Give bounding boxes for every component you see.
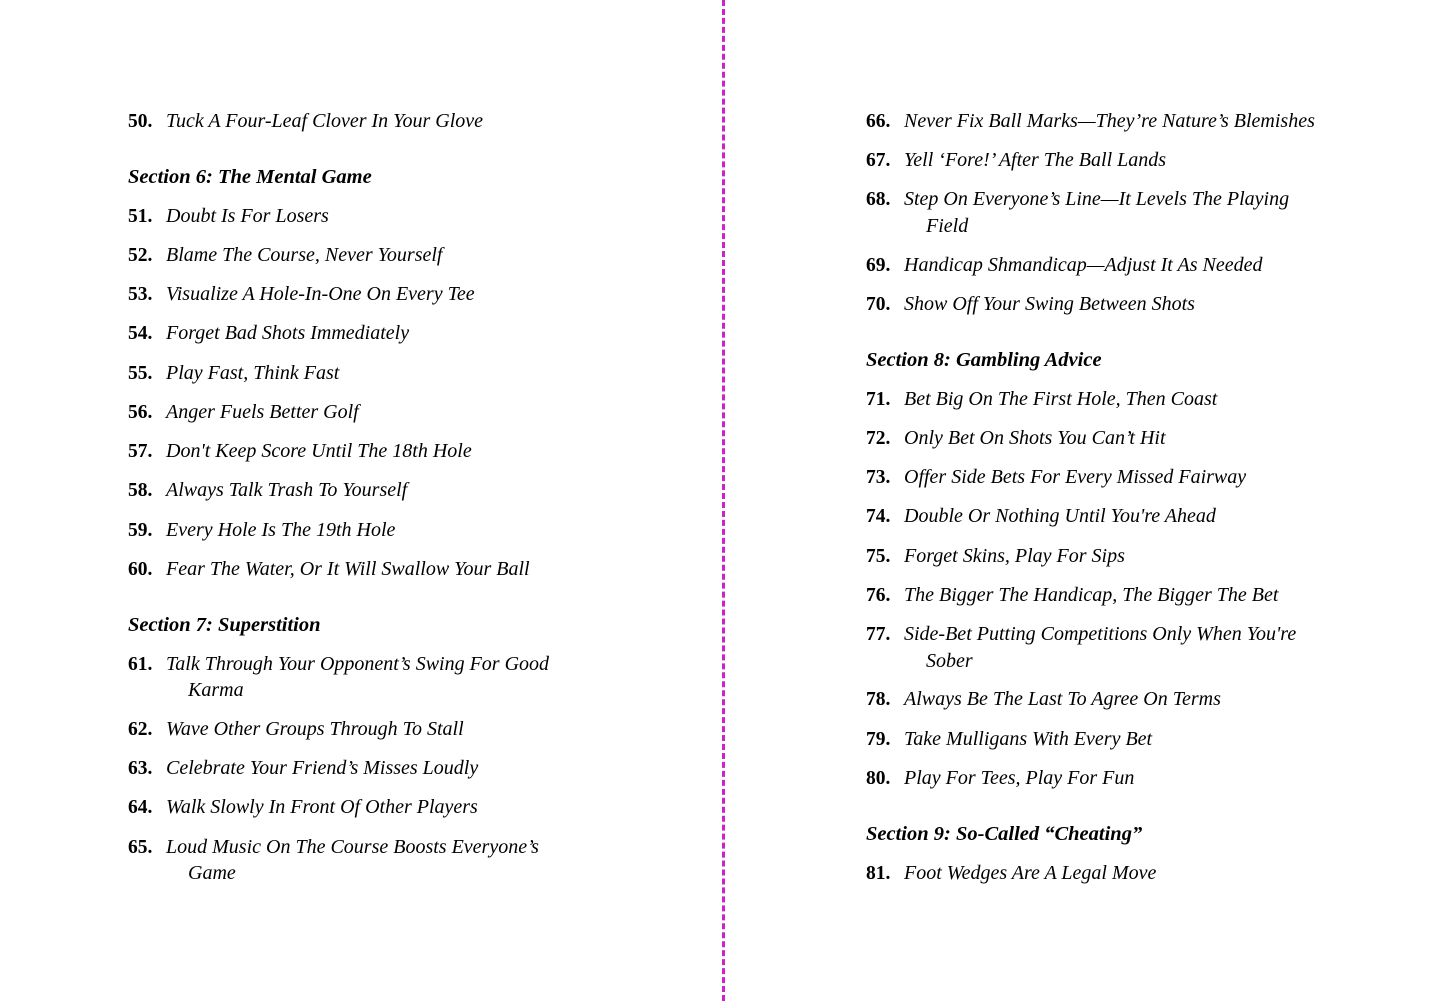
list-item-number: 72. xyxy=(866,427,891,449)
list-item-number: 71. xyxy=(866,388,891,410)
list-item xyxy=(866,543,1384,570)
list-item-number: 55. xyxy=(128,362,153,384)
list-item-text xyxy=(904,425,1166,451)
list-item-text xyxy=(904,686,1221,712)
list-item-line: Doubt Is For Losers xyxy=(166,204,329,227)
list-item xyxy=(128,517,662,544)
list-item-text xyxy=(166,794,478,820)
list-item xyxy=(866,252,1384,279)
list-item-line: Anger Fuels Better Golf xyxy=(166,400,359,423)
list-item-line: Forget Bad Shots Immediately xyxy=(166,322,410,345)
list-item-text xyxy=(166,517,395,543)
list-item xyxy=(128,716,662,743)
list-item-line: Never Fix Ball Marks—They’re Nature’s Blemishes xyxy=(904,110,1315,132)
list-item-number: 74. xyxy=(866,506,891,528)
list-item-number: 81. xyxy=(866,862,891,884)
list-item xyxy=(128,556,662,583)
section-heading: Section 8: Gambling Advice xyxy=(866,348,1102,371)
list-item-line: Always Talk Trash To Yourself xyxy=(166,479,408,502)
list-item-line: Tuck A Four-Leaf Clover In Your Glove xyxy=(166,110,484,132)
list-item-text xyxy=(904,386,1217,412)
list-item-number: 75. xyxy=(866,545,891,567)
list-item xyxy=(866,425,1384,452)
list-item-text xyxy=(904,186,1289,239)
list-item-line: Take Mulligans With Every Bet xyxy=(904,727,1153,750)
list-item-text xyxy=(904,860,1156,886)
list-item-text xyxy=(166,320,409,346)
list-item-line: Always Be The Last To Agree On Terms xyxy=(904,688,1221,711)
list-item-line: Wave Other Groups Through To Stall xyxy=(166,717,464,740)
list-item xyxy=(866,291,1384,318)
list-item-continuation-line: Sober xyxy=(926,649,973,672)
list-item-number: 60. xyxy=(128,558,153,580)
list-item xyxy=(866,503,1384,530)
list-item-number: 70. xyxy=(866,293,891,315)
list-item-text xyxy=(166,360,339,386)
list-item-line: Show Off Your Swing Between Shots xyxy=(904,292,1195,315)
list-item-number: 78. xyxy=(866,689,891,711)
list-item-number: 73. xyxy=(866,467,891,489)
list-item-text xyxy=(904,543,1125,569)
list-item-number: 66. xyxy=(866,111,891,132)
list-item-number: 57. xyxy=(128,441,153,463)
list-item-number: 67. xyxy=(866,150,891,172)
list-item-number: 68. xyxy=(866,189,891,211)
list-item-number: 58. xyxy=(128,480,153,502)
right-page-column xyxy=(722,0,1444,1001)
list-item xyxy=(866,860,1384,887)
list-item-line: Step On Everyone’s Line—It Levels The Playing xyxy=(904,188,1290,211)
list-item xyxy=(128,108,662,135)
list-item-text xyxy=(166,399,359,425)
list-item xyxy=(866,108,1384,135)
list-item-number: 69. xyxy=(866,254,891,276)
list-item-line: Walk Slowly In Front Of Other Players xyxy=(166,796,478,819)
list-item-line: Offer Side Bets For Every Missed Fairway xyxy=(904,466,1247,489)
list-item-number: 77. xyxy=(866,624,891,646)
list-item-text xyxy=(166,108,483,134)
list-item-line: Blame The Course, Never Yourself xyxy=(166,243,443,266)
list-item xyxy=(866,686,1384,713)
list-item-number: 65. xyxy=(128,836,153,858)
list-item-continuation-line: Karma xyxy=(188,678,244,701)
list-item-text xyxy=(904,291,1195,317)
list-item xyxy=(128,651,662,704)
list-item-text xyxy=(166,477,407,503)
list-item xyxy=(128,477,662,504)
list-item xyxy=(866,726,1384,753)
list-item-continuation-line: Game xyxy=(188,861,236,884)
list-item-number: 52. xyxy=(128,244,153,266)
list-item-text xyxy=(166,438,472,464)
list-item-text xyxy=(166,242,442,268)
list-item-text xyxy=(904,765,1134,791)
list-item-line: Foot Wedges Are A Legal Move xyxy=(904,861,1157,884)
left-page-column xyxy=(0,0,722,1001)
list-item xyxy=(128,794,662,821)
list-item xyxy=(128,281,662,308)
list-item-line: Celebrate Your Friend’s Misses Loudly xyxy=(166,757,479,780)
list-item-number: 51. xyxy=(128,205,153,227)
list-item-number: 59. xyxy=(128,519,153,541)
list-item-text xyxy=(166,834,539,887)
list-item xyxy=(866,582,1384,609)
list-item-line: Don't Keep Score Until The 18th Hole xyxy=(166,440,472,463)
list-item-line: Talk Through Your Opponent’s Swing For Good xyxy=(166,652,550,675)
list-item-text xyxy=(904,726,1152,752)
list-item xyxy=(866,621,1384,674)
list-item xyxy=(128,755,662,782)
section-heading: Section 9: So-Called “Cheating” xyxy=(866,822,1143,845)
section-heading: Section 6: The Mental Game xyxy=(128,165,372,188)
list-item-text xyxy=(166,203,329,229)
list-item-continuation-line: Field xyxy=(926,214,969,237)
list-item-number: 56. xyxy=(128,401,153,423)
list-item xyxy=(128,203,662,230)
list-item-number: 62. xyxy=(128,718,153,740)
list-item-number: 53. xyxy=(128,284,153,306)
list-item-line: Forget Skins, Play For Sips xyxy=(904,544,1125,567)
list-item-line: Loud Music On The Course Boosts Everyone’s xyxy=(166,835,539,858)
list-item-number: 64. xyxy=(128,797,153,819)
list-item xyxy=(128,320,662,347)
list-item-line: The Bigger The Handicap, The Bigger The Bet xyxy=(904,583,1279,606)
list-item xyxy=(866,386,1384,413)
list-item xyxy=(866,765,1384,792)
list-item-text xyxy=(904,503,1216,529)
list-item-text xyxy=(904,582,1278,608)
list-item-line: Double Or Nothing Until You're Ahead xyxy=(904,505,1216,528)
list-item-text xyxy=(904,464,1246,490)
list-item-text xyxy=(166,716,464,742)
list-item-line: Handicap Shmandicap—Adjust It As Needed xyxy=(904,253,1263,276)
list-item-text xyxy=(166,755,478,781)
list-item xyxy=(128,242,662,269)
list-item-number: 50. xyxy=(128,111,153,132)
list-item-line: Side-Bet Putting Competitions Only When You're xyxy=(904,623,1297,646)
list-item-text xyxy=(166,651,549,704)
list-item-line: Bet Big On The First Hole, Then Coast xyxy=(904,387,1218,410)
list-item-line: Every Hole Is The 19th Hole xyxy=(166,518,396,541)
list-item-text xyxy=(166,281,475,307)
list-item xyxy=(128,360,662,387)
list-item-line: Play For Tees, Play For Fun xyxy=(904,766,1135,789)
list-item-line: Only Bet On Shots You Can’t Hit xyxy=(904,426,1166,449)
list-item-text xyxy=(904,252,1262,278)
list-item xyxy=(866,186,1384,239)
list-item xyxy=(128,399,662,426)
list-item-number: 80. xyxy=(866,767,891,789)
list-item-number: 63. xyxy=(128,758,153,780)
list-item-number: 79. xyxy=(866,728,891,750)
list-item-line: Play Fast, Think Fast xyxy=(166,361,340,384)
list-item-line: Visualize A Hole-In-One On Every Tee xyxy=(166,283,475,306)
list-item-text xyxy=(904,621,1296,674)
list-item xyxy=(866,147,1384,174)
list-item-text xyxy=(904,147,1166,173)
list-item-line: Fear The Water, Or It Will Swallow Your Ball xyxy=(166,557,530,580)
list-item-number: 54. xyxy=(128,323,153,345)
list-item xyxy=(128,438,662,465)
list-item-number: 61. xyxy=(128,653,153,675)
list-item-text xyxy=(166,556,530,582)
section-heading: Section 7: Superstition xyxy=(128,613,321,636)
list-item-number: 76. xyxy=(866,584,891,606)
list-item-text xyxy=(904,108,1315,134)
list-item xyxy=(866,464,1384,491)
list-item-line: Yell ‘Fore!’ After The Ball Lands xyxy=(904,149,1167,172)
list-item xyxy=(128,834,662,887)
